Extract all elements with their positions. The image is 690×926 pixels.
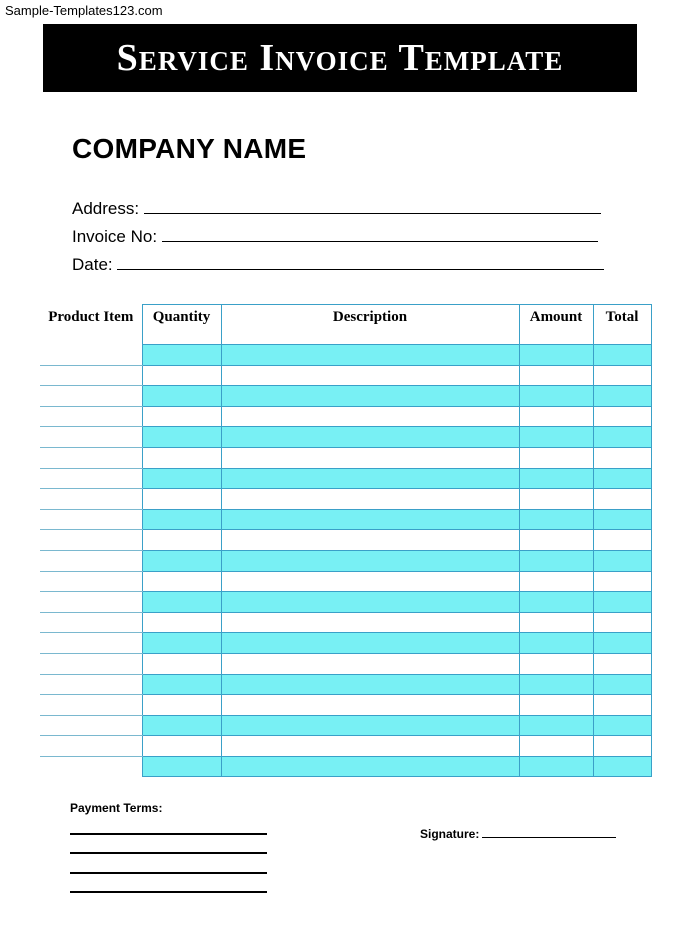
cell-amount[interactable] xyxy=(519,674,593,695)
table-row xyxy=(40,468,651,489)
address-underline xyxy=(144,200,601,214)
cell-total[interactable] xyxy=(593,695,651,716)
cell-total[interactable] xyxy=(593,592,651,613)
cell-total[interactable] xyxy=(593,736,651,757)
cell-total[interactable] xyxy=(593,489,651,510)
cell-total[interactable] xyxy=(593,530,651,551)
table-row xyxy=(40,736,651,757)
cell-product-item[interactable] xyxy=(40,612,142,633)
table-row xyxy=(40,715,651,736)
cell-product-item[interactable] xyxy=(40,633,142,654)
table-row xyxy=(40,345,651,366)
cell-total[interactable] xyxy=(593,509,651,530)
payment-terms-label: Payment Terms: xyxy=(70,801,163,815)
cell-amount[interactable] xyxy=(519,736,593,757)
watermark-text: Sample-Templates123.com xyxy=(5,3,163,18)
cell-total[interactable] xyxy=(593,406,651,427)
cell-total[interactable] xyxy=(593,550,651,571)
title-banner xyxy=(43,24,637,92)
table-row xyxy=(40,550,651,571)
cell-quantity[interactable] xyxy=(142,571,221,592)
cell-quantity[interactable] xyxy=(142,715,221,736)
cell-quantity[interactable] xyxy=(142,612,221,633)
signature-label: Signature: xyxy=(420,827,480,841)
cell-amount[interactable] xyxy=(519,468,593,489)
table-row xyxy=(40,653,651,674)
cell-description[interactable] xyxy=(221,406,519,427)
cell-product-item[interactable] xyxy=(40,365,142,386)
table-row xyxy=(40,674,651,695)
cell-description[interactable] xyxy=(221,427,519,448)
header-product-item: Product Item xyxy=(48,308,134,325)
cell-product-item[interactable] xyxy=(40,756,142,777)
cell-total[interactable] xyxy=(593,345,651,366)
cell-quantity[interactable] xyxy=(142,530,221,551)
date-label: Date: xyxy=(72,255,113,274)
cell-amount[interactable] xyxy=(519,756,593,777)
cell-quantity[interactable] xyxy=(142,550,221,571)
cell-total[interactable] xyxy=(593,447,651,468)
cell-quantity[interactable] xyxy=(142,674,221,695)
cell-quantity[interactable] xyxy=(142,386,221,407)
header-description: Description xyxy=(221,305,519,345)
cell-amount[interactable] xyxy=(519,489,593,510)
cell-total[interactable] xyxy=(593,653,651,674)
cell-amount[interactable] xyxy=(519,715,593,736)
cell-description[interactable] xyxy=(221,612,519,633)
cell-total[interactable] xyxy=(593,612,651,633)
cell-quantity[interactable] xyxy=(142,468,221,489)
table-row xyxy=(40,633,651,654)
cell-description[interactable] xyxy=(221,550,519,571)
cell-product-item[interactable] xyxy=(40,406,142,427)
cell-total[interactable] xyxy=(593,386,651,407)
cell-product-item[interactable] xyxy=(40,550,142,571)
payment-terms-line[interactable] xyxy=(70,872,267,874)
cell-description[interactable] xyxy=(221,489,519,510)
table-row xyxy=(40,695,651,716)
table-row xyxy=(40,756,651,777)
cell-amount[interactable] xyxy=(519,386,593,407)
cell-product-item[interactable] xyxy=(40,427,142,448)
cell-product-item[interactable] xyxy=(40,674,142,695)
cell-description[interactable] xyxy=(221,592,519,613)
cell-quantity[interactable] xyxy=(142,406,221,427)
cell-total[interactable] xyxy=(593,427,651,448)
cell-product-item[interactable] xyxy=(40,489,142,510)
table-row xyxy=(40,489,651,510)
cell-amount[interactable] xyxy=(519,345,593,366)
cell-description[interactable] xyxy=(221,674,519,695)
cell-quantity[interactable] xyxy=(142,653,221,674)
table-row xyxy=(40,365,651,386)
cell-description[interactable] xyxy=(221,736,519,757)
cell-total[interactable] xyxy=(593,468,651,489)
cell-total[interactable] xyxy=(593,633,651,654)
table-row xyxy=(40,612,651,633)
cell-description[interactable] xyxy=(221,447,519,468)
cell-description[interactable] xyxy=(221,571,519,592)
cell-product-item[interactable] xyxy=(40,386,142,407)
cell-amount[interactable] xyxy=(519,365,593,386)
header-quantity: Quantity xyxy=(142,305,221,345)
cell-amount[interactable] xyxy=(519,571,593,592)
header-amount: Amount xyxy=(519,305,593,345)
cell-description[interactable] xyxy=(221,365,519,386)
cell-quantity[interactable] xyxy=(142,365,221,386)
signature-field[interactable] xyxy=(420,827,616,841)
cell-product-item[interactable] xyxy=(40,530,142,551)
cell-product-item[interactable] xyxy=(40,653,142,674)
invoice-no-label: Invoice No: xyxy=(72,227,158,246)
cell-amount[interactable] xyxy=(519,530,593,551)
cell-description[interactable] xyxy=(221,756,519,777)
cell-quantity[interactable] xyxy=(142,756,221,777)
cell-description[interactable] xyxy=(221,386,519,407)
table-row xyxy=(40,530,651,551)
table-header-row xyxy=(40,305,651,345)
cell-product-item[interactable] xyxy=(40,736,142,757)
cell-quantity[interactable] xyxy=(142,736,221,757)
table-row xyxy=(40,427,651,448)
cell-description[interactable] xyxy=(221,695,519,716)
header-total: Total xyxy=(593,305,651,345)
payment-terms-line[interactable] xyxy=(70,852,267,854)
cell-amount[interactable] xyxy=(519,612,593,633)
cell-quantity[interactable] xyxy=(142,489,221,510)
cell-description[interactable] xyxy=(221,633,519,654)
invoice-items-table xyxy=(40,304,652,777)
cell-description[interactable] xyxy=(221,653,519,674)
cell-amount[interactable] xyxy=(519,406,593,427)
cell-product-item[interactable] xyxy=(40,468,142,489)
cell-description[interactable] xyxy=(221,509,519,530)
cell-quantity[interactable] xyxy=(142,447,221,468)
cell-quantity[interactable] xyxy=(142,345,221,366)
cell-total[interactable] xyxy=(593,756,651,777)
cell-product-item[interactable] xyxy=(40,695,142,716)
cell-quantity[interactable] xyxy=(142,427,221,448)
cell-quantity[interactable] xyxy=(142,509,221,530)
cell-description[interactable] xyxy=(221,715,519,736)
cell-product-item[interactable] xyxy=(40,715,142,736)
cell-amount[interactable] xyxy=(519,653,593,674)
cell-amount[interactable] xyxy=(519,550,593,571)
cell-total[interactable] xyxy=(593,715,651,736)
cell-description[interactable] xyxy=(221,530,519,551)
cell-amount[interactable] xyxy=(519,592,593,613)
cell-amount[interactable] xyxy=(519,447,593,468)
cell-description[interactable] xyxy=(221,468,519,489)
date-underline xyxy=(117,256,604,270)
payment-terms-line[interactable] xyxy=(70,891,267,893)
cell-amount[interactable] xyxy=(519,633,593,654)
cell-product-item[interactable] xyxy=(40,592,142,613)
cell-quantity[interactable] xyxy=(142,592,221,613)
cell-product-item[interactable] xyxy=(40,345,142,366)
cell-amount[interactable] xyxy=(519,695,593,716)
cell-product-item[interactable] xyxy=(40,571,142,592)
invoice-no-underline xyxy=(162,228,598,242)
table-row xyxy=(40,406,651,427)
document-title: Service Invoice Template xyxy=(116,37,564,79)
table-row xyxy=(40,571,651,592)
table-row xyxy=(40,386,651,407)
company-name: COMPANY NAME xyxy=(72,133,307,164)
cell-quantity[interactable] xyxy=(142,695,221,716)
cell-total[interactable] xyxy=(593,674,651,695)
cell-amount[interactable] xyxy=(519,427,593,448)
cell-total[interactable] xyxy=(593,571,651,592)
table-row xyxy=(40,509,651,530)
cell-product-item[interactable] xyxy=(40,447,142,468)
address-field[interactable] xyxy=(72,199,601,219)
table-body xyxy=(40,345,651,777)
table-row xyxy=(40,447,651,468)
table-row xyxy=(40,592,651,613)
address-label: Address: xyxy=(72,199,140,218)
payment-terms-line[interactable] xyxy=(70,833,267,835)
cell-quantity[interactable] xyxy=(142,633,221,654)
date-field[interactable] xyxy=(72,255,604,275)
cell-total[interactable] xyxy=(593,365,651,386)
invoice-no-field[interactable] xyxy=(72,227,598,247)
cell-description[interactable] xyxy=(221,345,519,366)
cell-product-item[interactable] xyxy=(40,509,142,530)
signature-underline xyxy=(482,827,616,838)
cell-amount[interactable] xyxy=(519,509,593,530)
